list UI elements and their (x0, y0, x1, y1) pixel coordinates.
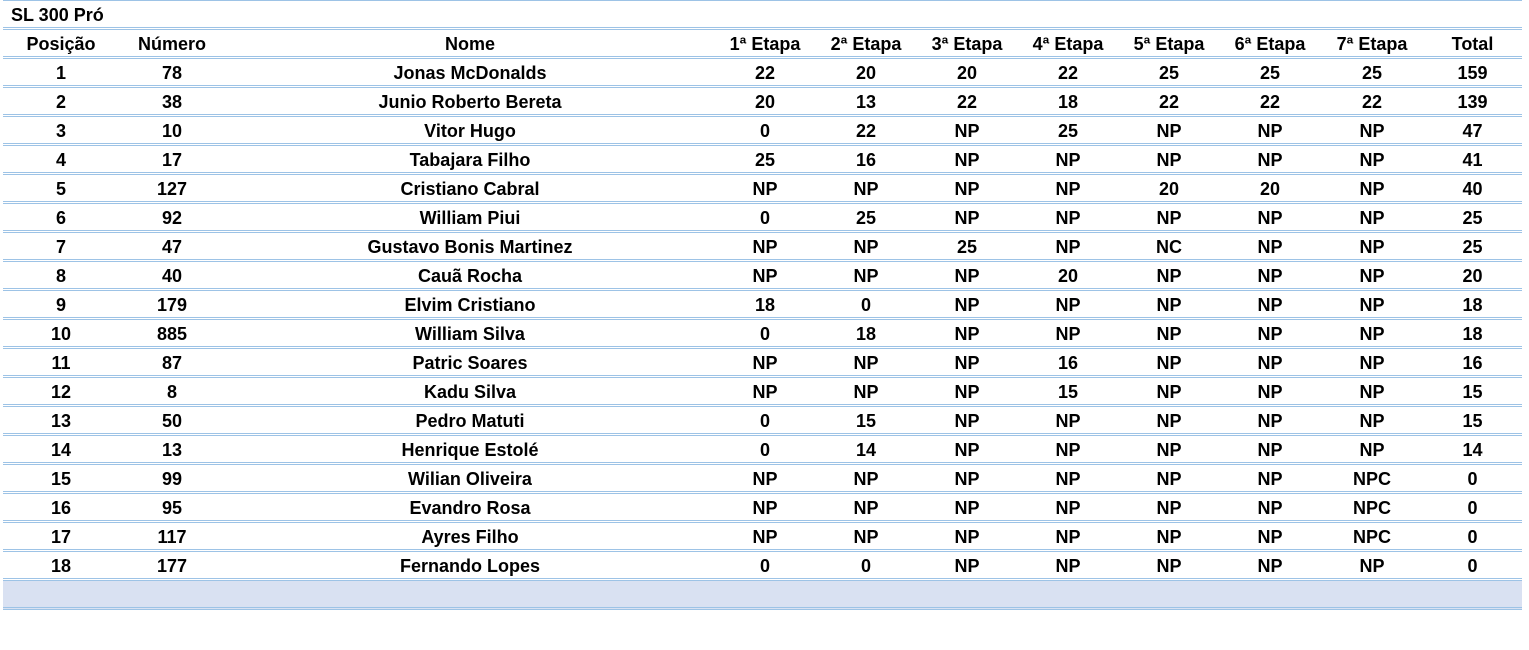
cell-posicao: 1 (55, 63, 66, 83)
cell-total: 18 (1462, 295, 1483, 315)
cell-etapa-6: NP (1257, 150, 1283, 170)
cell-numero: 127 (156, 179, 188, 199)
cell-etapa-1: NP (752, 498, 778, 518)
cell-etapa-4: 15 (1057, 382, 1079, 402)
cell-total: 25 (1462, 208, 1483, 228)
cell-etapa-5: NP (1156, 440, 1182, 460)
cell-total: 16 (1462, 353, 1483, 373)
cell-etapa-5: NP (1156, 324, 1182, 344)
cell-numero: 78 (161, 63, 183, 83)
cell-posicao: 7 (55, 237, 66, 257)
cell-numero: 38 (161, 92, 183, 112)
cell-etapa-3: NP (954, 353, 980, 373)
cell-etapa-5: NP (1156, 498, 1182, 518)
cell-etapa-1: 20 (754, 92, 776, 112)
cell-etapa-2: 0 (860, 556, 871, 576)
cell-etapa-1: 25 (754, 150, 776, 170)
cell-etapa-3: NP (954, 295, 980, 315)
cell-numero: 99 (161, 469, 183, 489)
cell-etapa-6: NP (1257, 440, 1283, 460)
cell-total: 0 (1467, 556, 1478, 576)
cell-numero: 47 (161, 237, 183, 257)
cell-etapa-2: NP (853, 382, 879, 402)
cell-etapa-7: NPC (1352, 469, 1391, 489)
cell-etapa-5: 20 (1158, 179, 1180, 199)
cell-etapa-3: NP (954, 411, 980, 431)
table-body (3, 59, 1522, 581)
table-row (3, 204, 1522, 233)
cell-etapa-1: 22 (754, 63, 776, 83)
table-row (3, 88, 1522, 117)
cell-etapa-2: NP (853, 469, 879, 489)
header-nome: Nome (444, 34, 495, 54)
cell-etapa-3: 20 (956, 63, 978, 83)
cell-etapa-2: 14 (855, 440, 877, 460)
cell-etapa-4: NP (1055, 208, 1081, 228)
cell-etapa-4: NP (1055, 179, 1081, 199)
cell-posicao: 17 (50, 527, 72, 547)
cell-nome: Fernando Lopes (399, 556, 540, 576)
cell-etapa-4: 18 (1057, 92, 1079, 112)
cell-etapa-7: NP (1359, 353, 1385, 373)
cell-nome: Henrique Estolé (401, 440, 539, 460)
cell-numero: 117 (157, 527, 187, 547)
table-row (3, 320, 1522, 349)
cell-total: 14 (1462, 440, 1483, 460)
cell-numero: 50 (161, 411, 183, 431)
cell-etapa-6: 20 (1259, 179, 1281, 199)
cell-nome: Ayres Filho (421, 527, 519, 547)
cell-etapa-6: 22 (1259, 92, 1281, 112)
cell-numero: 8 (166, 382, 177, 402)
cell-total: 25 (1462, 237, 1483, 257)
cell-etapa-1: 0 (759, 324, 770, 344)
cell-total: 139 (1457, 92, 1488, 112)
cell-etapa-3: NP (954, 527, 980, 547)
cell-etapa-7: NP (1359, 150, 1385, 170)
cell-numero: 17 (161, 150, 183, 170)
cell-numero: 179 (156, 295, 188, 315)
cell-etapa-1: NP (752, 179, 778, 199)
cell-etapa-6: 25 (1259, 63, 1281, 83)
cell-etapa-4: NP (1055, 498, 1081, 518)
table-row (3, 349, 1522, 378)
table-row (3, 494, 1522, 523)
cell-etapa-3: NP (954, 382, 980, 402)
cell-etapa-4: 22 (1057, 63, 1079, 83)
cell-etapa-6: NP (1257, 469, 1283, 489)
cell-etapa-4: NP (1055, 411, 1081, 431)
cell-posicao: 10 (50, 324, 72, 344)
cell-etapa-2: NP (853, 237, 879, 257)
cell-numero: 13 (161, 440, 183, 460)
cell-posicao: 5 (55, 179, 66, 199)
cell-posicao: 18 (50, 556, 72, 576)
header-etapa-4: 4ª Etapa (1032, 34, 1104, 54)
cell-etapa-4: NP (1055, 150, 1081, 170)
cell-etapa-6: NP (1257, 556, 1283, 576)
cell-total: 20 (1462, 266, 1483, 286)
cell-etapa-4: NP (1055, 237, 1081, 257)
cell-posicao: 15 (50, 469, 72, 489)
cell-etapa-3: 25 (956, 237, 978, 257)
cell-etapa-1: NP (752, 353, 778, 373)
cell-etapa-5: 22 (1158, 92, 1180, 112)
cell-etapa-2: NP (853, 527, 879, 547)
cell-etapa-2: 18 (855, 324, 877, 344)
cell-nome: Pedro Matuti (415, 411, 525, 431)
header-etapa-5: 5ª Etapa (1133, 34, 1205, 54)
cell-numero: 10 (161, 121, 183, 141)
header-etapa-7: 7ª Etapa (1336, 34, 1408, 54)
table-row (3, 465, 1522, 494)
header-etapa-2: 2ª Etapa (830, 34, 902, 54)
cell-etapa-6: NP (1257, 121, 1283, 141)
cell-nome: Cauã Rocha (417, 266, 523, 286)
cell-nome: Kadu Silva (423, 382, 517, 402)
cell-total: 15 (1462, 411, 1483, 431)
header-posicao: Posição (26, 34, 96, 54)
cell-etapa-7: NP (1359, 208, 1385, 228)
header-etapa-6: 6ª Etapa (1234, 34, 1306, 54)
cell-etapa-5: NP (1156, 469, 1182, 489)
cell-etapa-7: NP (1359, 121, 1385, 141)
cell-etapa-2: NP (853, 179, 879, 199)
cell-etapa-6: NP (1257, 382, 1283, 402)
cell-etapa-5: NC (1156, 237, 1182, 257)
cell-etapa-1: 0 (759, 208, 770, 228)
cell-etapa-2: 15 (855, 411, 877, 431)
cell-etapa-4: NP (1055, 469, 1081, 489)
cell-etapa-7: NP (1359, 324, 1385, 344)
table-row (3, 233, 1522, 262)
cell-etapa-1: 18 (754, 295, 776, 315)
cell-etapa-7: NP (1359, 411, 1385, 431)
cell-etapa-1: NP (752, 266, 778, 286)
cell-nome: William Piui (419, 208, 521, 228)
cell-etapa-3: NP (954, 324, 980, 344)
cell-etapa-7: NP (1359, 266, 1385, 286)
cell-etapa-7: 22 (1361, 92, 1383, 112)
cell-etapa-1: NP (752, 382, 778, 402)
cell-nome: Vitor Hugo (424, 121, 516, 141)
cell-etapa-2: 20 (855, 63, 877, 83)
header-etapa-3: 3ª Etapa (931, 34, 1003, 54)
table-row (3, 59, 1522, 88)
cell-nome: Evandro Rosa (409, 498, 531, 518)
cell-etapa-5: NP (1156, 121, 1182, 141)
cell-posicao: 13 (50, 411, 72, 431)
cell-etapa-4: NP (1055, 324, 1081, 344)
cell-numero: 885 (156, 324, 188, 344)
cell-nome: Cristiano Cabral (400, 179, 540, 199)
cell-posicao: 6 (55, 208, 66, 228)
cell-etapa-4: NP (1055, 527, 1081, 547)
cell-nome: Wilian Oliveira (408, 469, 532, 489)
cell-numero: 92 (161, 208, 183, 228)
cell-etapa-5: NP (1156, 266, 1182, 286)
cell-etapa-4: NP (1055, 440, 1081, 460)
cell-etapa-5: NP (1156, 527, 1182, 547)
cell-etapa-3: NP (954, 469, 980, 489)
cell-etapa-3: NP (954, 150, 980, 170)
cell-etapa-1: 0 (759, 121, 770, 141)
cell-posicao: 11 (51, 353, 71, 373)
sheet-title: SL 300 Pró (11, 5, 104, 25)
cell-etapa-5: 25 (1158, 63, 1180, 83)
cell-etapa-1: NP (752, 527, 778, 547)
cell-posicao: 8 (55, 266, 66, 286)
cell-posicao: 3 (55, 121, 66, 141)
cell-posicao: 14 (50, 440, 72, 460)
cell-etapa-6: NP (1257, 237, 1283, 257)
cell-etapa-5: NP (1156, 411, 1182, 431)
cell-etapa-3: NP (954, 556, 980, 576)
cell-etapa-6: NP (1257, 266, 1283, 286)
table-row (3, 146, 1522, 175)
cell-total: 47 (1462, 121, 1483, 141)
table-row (3, 436, 1522, 465)
footer-band (3, 581, 1522, 610)
cell-etapa-4: 25 (1057, 121, 1079, 141)
cell-nome: William Silva (415, 324, 525, 344)
cell-nome: Junio Roberto Bereta (378, 92, 562, 112)
cell-posicao: 4 (55, 150, 66, 170)
cell-total: 41 (1462, 150, 1483, 170)
cell-numero: 40 (161, 266, 183, 286)
cell-etapa-2: NP (853, 353, 879, 373)
cell-etapa-4: 16 (1057, 353, 1079, 373)
cell-total: 0 (1467, 469, 1478, 489)
cell-total: 159 (1457, 63, 1488, 83)
cell-etapa-7: NP (1359, 237, 1385, 257)
header-numero: Número (137, 34, 206, 54)
cell-etapa-5: NP (1156, 295, 1182, 315)
cell-etapa-4: NP (1055, 295, 1081, 315)
cell-etapa-1: 0 (759, 556, 770, 576)
table-row (3, 291, 1522, 320)
title-row (3, 0, 1522, 30)
cell-etapa-3: NP (954, 208, 980, 228)
cell-etapa-7: NP (1359, 382, 1385, 402)
cell-etapa-6: NP (1257, 208, 1283, 228)
cell-etapa-7: NP (1359, 295, 1385, 315)
cell-etapa-2: 25 (855, 208, 877, 228)
cell-etapa-1: 0 (759, 440, 770, 460)
cell-etapa-7: NP (1359, 179, 1385, 199)
header-total: Total (1451, 34, 1494, 54)
cell-etapa-6: NP (1257, 498, 1283, 518)
cell-etapa-2: 22 (855, 121, 877, 141)
table-row (3, 552, 1522, 581)
header-etapa-1: 1ª Etapa (729, 34, 801, 54)
cell-etapa-1: 0 (759, 411, 770, 431)
cell-etapa-2: NP (853, 266, 879, 286)
cell-nome: Elvim Cristiano (404, 295, 536, 315)
cell-numero: 95 (161, 498, 183, 518)
cell-etapa-4: NP (1055, 556, 1081, 576)
cell-etapa-2: 16 (855, 150, 877, 170)
cell-etapa-7: NPC (1352, 498, 1391, 518)
cell-etapa-6: NP (1257, 527, 1283, 547)
cell-posicao: 12 (50, 382, 72, 402)
cell-nome: Tabajara Filho (409, 150, 531, 170)
cell-etapa-1: NP (752, 469, 778, 489)
table-row (3, 175, 1522, 204)
cell-total: 0 (1467, 498, 1478, 518)
cell-etapa-1: NP (752, 237, 778, 257)
cell-etapa-3: NP (954, 498, 980, 518)
cell-total: 15 (1462, 382, 1483, 402)
cell-etapa-2: NP (853, 498, 879, 518)
cell-etapa-3: NP (954, 440, 980, 460)
cell-etapa-2: 0 (860, 295, 871, 315)
cell-etapa-6: NP (1257, 295, 1283, 315)
cell-etapa-5: NP (1156, 556, 1182, 576)
cell-etapa-7: 25 (1361, 63, 1383, 83)
cell-etapa-3: NP (954, 179, 980, 199)
cell-etapa-7: NP (1359, 440, 1385, 460)
table-row (3, 117, 1522, 146)
cell-total: 0 (1467, 527, 1478, 547)
cell-etapa-6: NP (1257, 411, 1283, 431)
cell-etapa-7: NP (1359, 556, 1385, 576)
cell-numero: 87 (161, 353, 183, 373)
cell-etapa-5: NP (1156, 353, 1182, 373)
cell-posicao: 9 (55, 295, 66, 315)
cell-nome: Jonas McDonalds (393, 63, 547, 83)
cell-nome: Patric Soares (412, 353, 528, 373)
cell-etapa-3: 22 (956, 92, 978, 112)
cell-numero: 177 (156, 556, 188, 576)
cell-posicao: 2 (55, 92, 66, 112)
cell-posicao: 16 (50, 498, 72, 518)
cell-etapa-5: NP (1156, 382, 1182, 402)
cell-etapa-6: NP (1257, 353, 1283, 373)
cell-nome: Gustavo Bonis Martinez (367, 237, 573, 257)
table-row (3, 407, 1522, 436)
cell-etapa-5: NP (1156, 150, 1182, 170)
cell-etapa-3: NP (954, 266, 980, 286)
cell-etapa-4: 20 (1057, 266, 1079, 286)
table-row (3, 262, 1522, 291)
cell-etapa-5: NP (1156, 208, 1182, 228)
cell-total: 40 (1462, 179, 1483, 199)
cell-etapa-3: NP (954, 121, 980, 141)
cell-etapa-6: NP (1257, 324, 1283, 344)
header-row (3, 30, 1522, 59)
table-row (3, 523, 1522, 552)
table-row (3, 378, 1522, 407)
standings-sheet (3, 0, 1522, 610)
cell-total: 18 (1462, 324, 1483, 344)
cell-etapa-2: 13 (855, 92, 877, 112)
cell-etapa-7: NPC (1352, 527, 1391, 547)
